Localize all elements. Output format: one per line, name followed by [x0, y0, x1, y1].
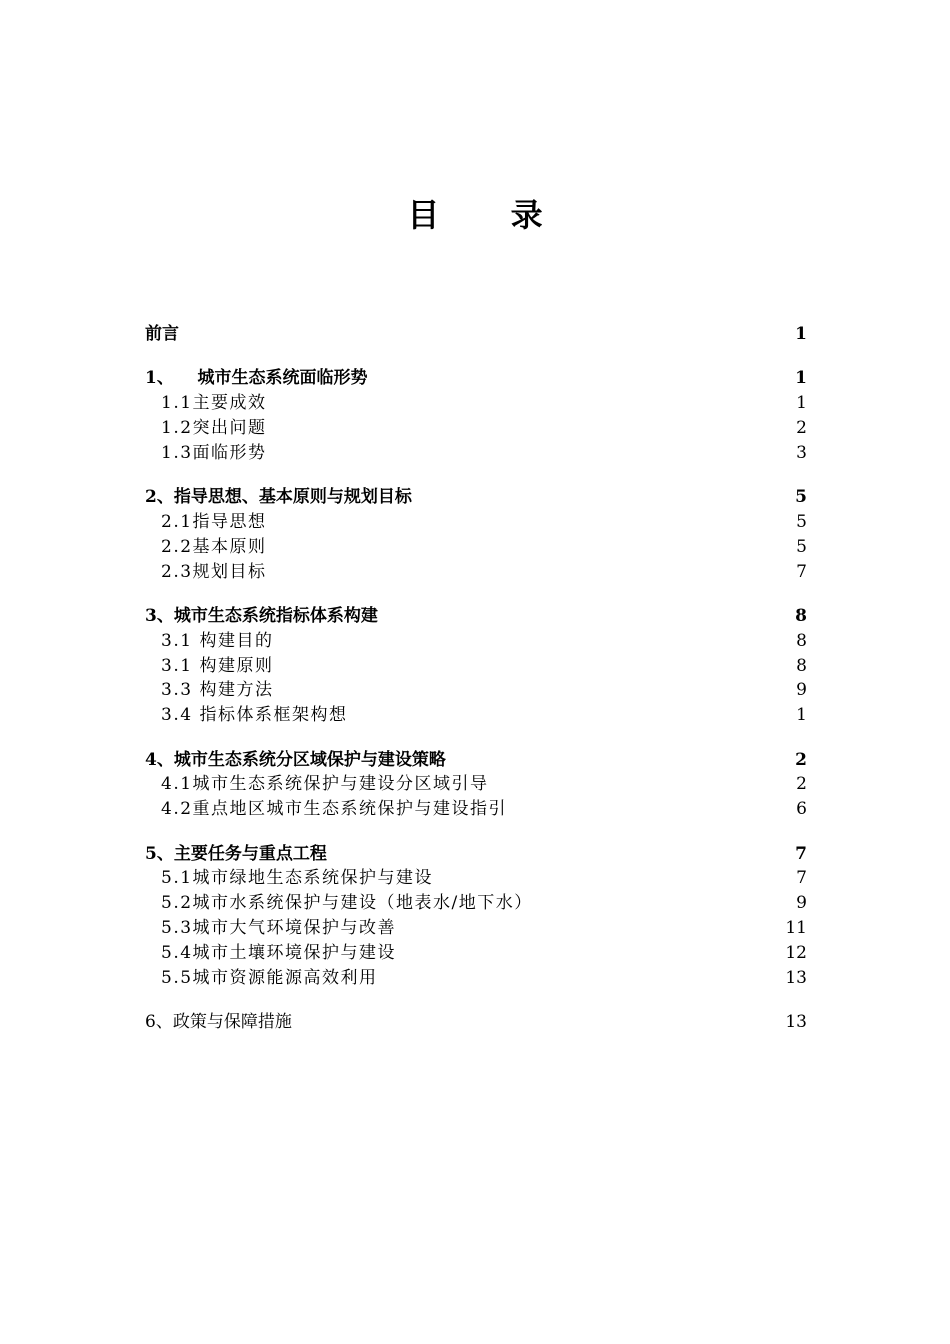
toc-spacer [145, 728, 807, 748]
toc-entry-page-number: 2 [796, 417, 807, 438]
toc-chapter-entry[interactable] [145, 748, 807, 773]
toc-entry-label: 5.2城市水系统保护与建设（地表水/地下水） [161, 893, 533, 914]
toc-entry-page-number: 8 [796, 655, 807, 676]
toc-section-entry[interactable] [145, 416, 807, 441]
toc-section-entry[interactable] [145, 535, 807, 560]
toc-entry-page-number: 13 [785, 1011, 807, 1032]
toc-entry-page-number: 5 [795, 487, 807, 508]
toc-entry-label: 1.2突出问题 [161, 417, 267, 438]
toc-entry-page-number: 5 [796, 511, 807, 532]
toc-section-entry[interactable] [145, 941, 807, 966]
toc-entry-label: 前言 [145, 324, 179, 344]
toc-entry-label: 5、主要任务与重点工程 [145, 843, 327, 864]
toc-entry-label: 5.3城市大气环境保护与改善 [161, 917, 397, 938]
toc-entry-page-number: 1 [796, 393, 807, 414]
toc-chapter-entry[interactable] [145, 322, 807, 347]
toc-spacer [145, 584, 807, 604]
toc-entry-label: 5.1城市绿地生态系统保护与建设 [161, 868, 434, 889]
toc-entry-page-number: 12 [785, 942, 807, 963]
toc-section-entry[interactable] [145, 891, 807, 916]
toc-entry-page-number: 1 [795, 368, 807, 389]
toc-entry-label: 4、城市生态系统分区域保护与建设策略 [145, 749, 446, 770]
toc-entry-page-number: 6 [796, 799, 807, 820]
toc-entry-page-number: 7 [796, 868, 807, 889]
toc-entry-page-number: 9 [796, 680, 807, 701]
toc-section-entry[interactable] [145, 510, 807, 535]
toc-entry-label: 6、政策与保障措施 [145, 1011, 292, 1032]
toc-chapter-entry[interactable] [145, 842, 807, 867]
toc-entry-page-number: 2 [796, 774, 807, 795]
toc-chapter-entry[interactable] [145, 366, 807, 391]
toc-entry-label: 1、 城市生态系统面临形势 [145, 368, 368, 389]
toc-section-entry[interactable] [145, 703, 807, 728]
toc-entry-page-number: 2 [795, 749, 807, 770]
toc-entry-label: 3.3 构建方法 [161, 680, 274, 701]
toc-spacer [145, 347, 807, 367]
toc-entry-label: 3.1 构建原则 [161, 655, 274, 676]
toc-section-entry[interactable] [145, 654, 807, 679]
toc-section-entry[interactable] [145, 441, 807, 466]
toc-entry-page-number: 8 [796, 630, 807, 651]
toc-section-entry[interactable] [145, 966, 807, 991]
toc-entry-page-number: 8 [795, 605, 807, 626]
table-of-contents [145, 322, 807, 1035]
toc-entry-page-number: 1 [796, 705, 807, 726]
toc-entry-label: 1.3面临形势 [161, 442, 267, 463]
toc-section-entry[interactable] [145, 797, 807, 822]
toc-entry-page-number: 1 [795, 324, 807, 344]
toc-entry-page-number: 13 [785, 967, 807, 988]
toc-section-entry[interactable] [145, 916, 807, 941]
toc-entry-page-number: 9 [796, 893, 807, 914]
toc-section-entry[interactable] [145, 560, 807, 585]
toc-entry-label: 4.2重点地区城市生态系统保护与建设指引 [161, 799, 508, 820]
toc-chapter-entry[interactable] [145, 604, 807, 629]
toc-spacer [145, 822, 807, 842]
toc-entry-page-number: 3 [796, 442, 807, 463]
toc-entry-label: 3.4 指标体系框架构想 [161, 705, 348, 726]
toc-entry-page-number: 7 [796, 561, 807, 582]
toc-entry-label: 2、指导思想、基本原则与规划目标 [145, 487, 412, 508]
toc-entry-page-number: 11 [785, 917, 807, 938]
toc-entry-page-number: 7 [795, 843, 807, 864]
toc-spacer [145, 990, 807, 1010]
toc-chapter-entry[interactable] [145, 485, 807, 510]
toc-entry-label: 2.1指导思想 [161, 511, 267, 532]
toc-entry-label: 1.1主要成效 [161, 393, 267, 414]
page-title: 目 录 [407, 196, 573, 234]
toc-entry-label: 3.1 构建目的 [161, 630, 274, 651]
toc-section-entry[interactable] [145, 866, 807, 891]
toc-entry-label: 5.4城市土壤环境保护与建设 [161, 942, 397, 963]
toc-entry-label: 2.3规划目标 [161, 561, 267, 582]
toc-section-entry[interactable] [145, 391, 807, 416]
toc-entry-page-number: 5 [796, 536, 807, 557]
toc-entry-label: 4.1城市生态系统保护与建设分区域引导 [161, 774, 489, 795]
toc-chapter-entry[interactable] [145, 1010, 807, 1035]
toc-entry-label: 2.2基本原则 [161, 536, 267, 557]
toc-section-entry[interactable] [145, 772, 807, 797]
toc-spacer [145, 466, 807, 486]
toc-entry-label: 3、城市生态系统指标体系构建 [145, 605, 378, 626]
toc-section-entry[interactable] [145, 678, 807, 703]
toc-section-entry[interactable] [145, 629, 807, 654]
toc-entry-label: 5.5城市资源能源高效利用 [161, 967, 378, 988]
